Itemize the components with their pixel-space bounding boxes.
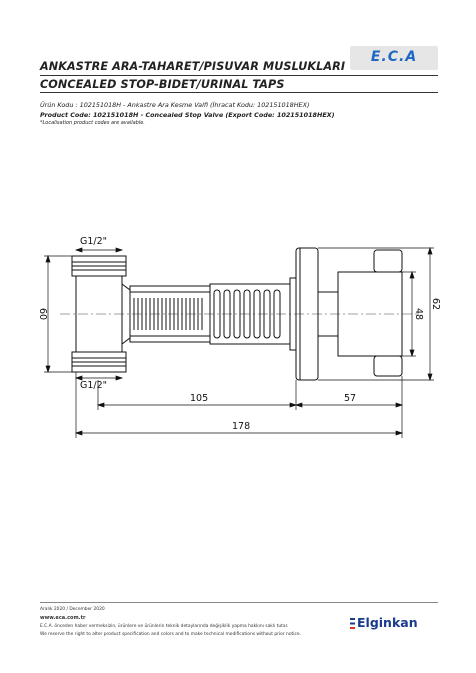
thread-label-bottom: G1/2" <box>80 380 108 391</box>
eca-logo-text: E.C.A <box>370 49 418 65</box>
dimension-105: 105 <box>190 393 209 404</box>
footer-notice-en: We reserve the right to alter product specification and colors and to make technical modifications without prior notice. <box>40 632 301 637</box>
elginkan-logo: Elginkan <box>357 615 418 630</box>
title-turkish: ANKASTRE ARA-TAHARET/PISUVAR MUSLUKLARI <box>40 60 346 73</box>
localisation-note: *Localisation product codes are available. <box>40 120 145 126</box>
elginkan-mark-icon <box>350 618 355 629</box>
product-code-en: Product Code: 102151018H - Concealed Stop Valve (Export Code: 102151018HEX) <box>40 111 335 119</box>
dimension-60: 60 <box>37 308 48 321</box>
dimension-62: 62 <box>430 298 441 311</box>
handle-bottom-lever <box>374 356 402 376</box>
footer-url[interactable]: www.eca.com.tr <box>40 615 86 621</box>
dimension-48: 48 <box>413 308 424 321</box>
dimension-178: 178 <box>232 421 251 432</box>
product-code-tr: Ürün Kodu : 102151018H - Ankastre Ara Kesme Valfi (İhracat Kodu: 102151018HEX) <box>40 101 310 109</box>
thread-label-top: G1/2" <box>80 236 108 247</box>
handle-top-lever <box>374 250 402 272</box>
footer-divider <box>40 602 438 603</box>
dimension-57: 57 <box>344 393 357 404</box>
footer-notice-tr: E.C.A. önceden haber vermeksizin, ürünlere ve ürünlerin teknik detaylarında değişiklik yapma hakkını saklı tutar. <box>40 624 289 629</box>
title-english: CONCEALED STOP-BIDET/URINAL TAPS <box>40 78 285 91</box>
footer-date: Aralık 2020 / December 2020 <box>40 607 105 612</box>
